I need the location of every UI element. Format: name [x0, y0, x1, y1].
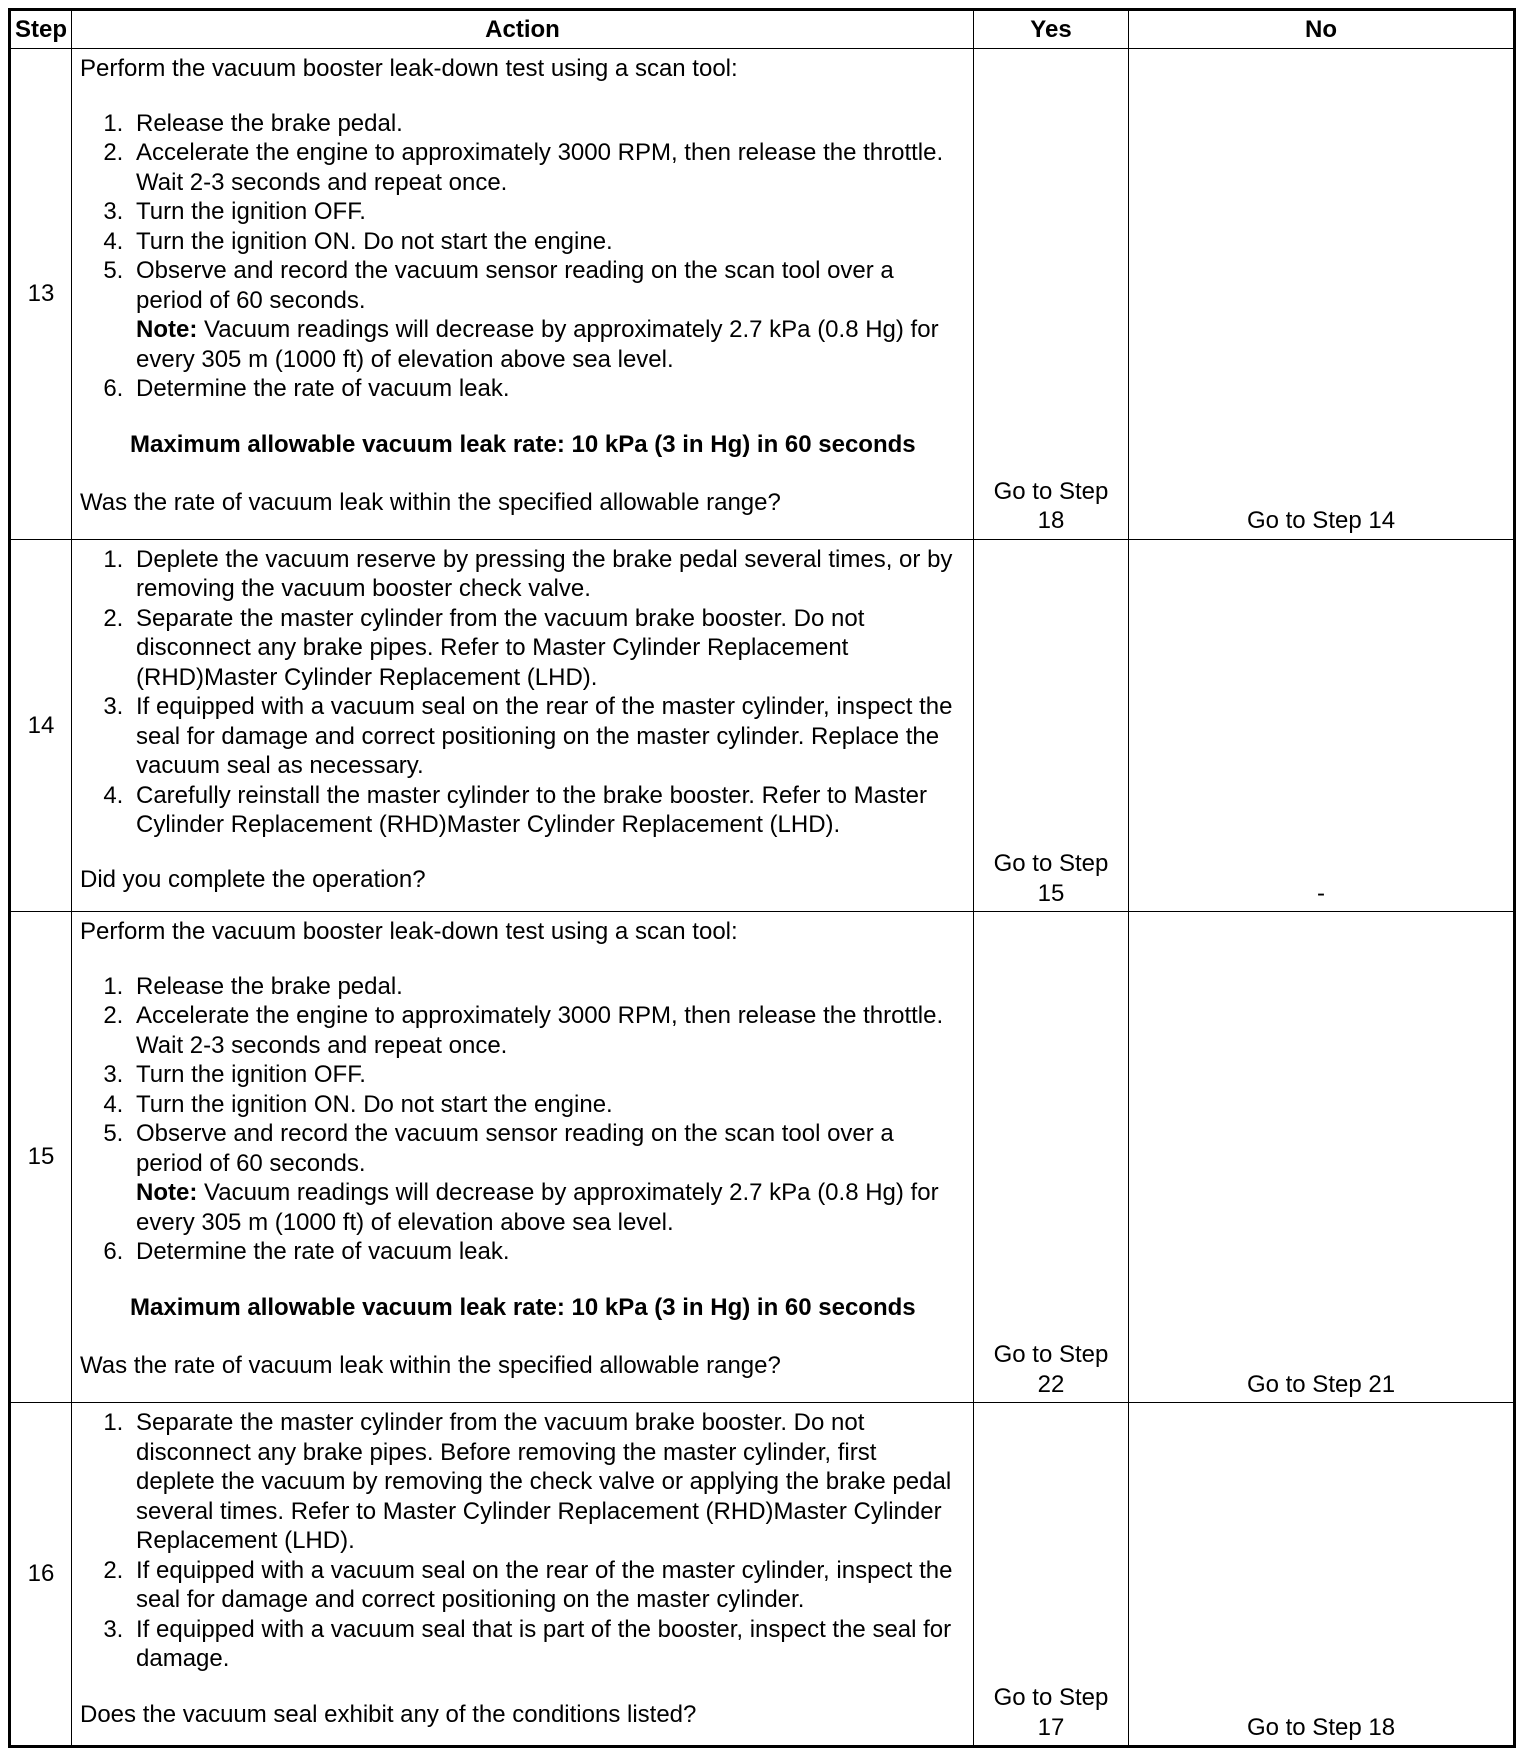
column-header-action: Action [72, 10, 974, 49]
step-number: 16 [10, 1403, 72, 1747]
yes-result: Go to Step 15 [974, 539, 1129, 911]
list-item-text: 5. Observe and record the vacuum sensor reading on the scan tool over a period of 60 seconds. [136, 1120, 894, 1177]
list-item: 1. Deplete the vacuum reserve by pressing the brake pedal several times, or by removing the vacuum booster check valve. [130, 545, 961, 604]
step-number: 13 [10, 49, 72, 540]
action-cell [72, 912, 974, 1403]
list-item: 1. Release the brake pedal. [130, 109, 961, 139]
question: Was the rate of vacuum leak within the specified allowable range? [80, 1352, 781, 1380]
note-label: Note: [136, 316, 198, 343]
step-number: 14 [10, 539, 72, 911]
question: Was the rate of vacuum leak within the specified allowable range? [80, 489, 781, 516]
list-item: 3. If equipped with a vacuum seal that is part of the booster, inspect the seal for damage. [130, 1615, 961, 1674]
step-number: 15 [10, 912, 72, 1403]
table-row [10, 49, 1515, 540]
list-item: 2. If equipped with a vacuum seal on the rear of the master cylinder, inspect the seal for damage and correct positioning on the master cylinder. [130, 1556, 961, 1615]
action-steps-list [80, 972, 961, 1267]
list-item: 2. Accelerate the engine to approximately 3000 RPM, then release the throttle. Wait 2-3 seconds and repeat once. [130, 138, 961, 197]
list-item: 4. Turn the ignition ON. Do not start the engine. [130, 227, 961, 257]
yes-result: Go to Step 22 [974, 912, 1129, 1403]
action-steps-list [80, 545, 961, 840]
action-cell [72, 1403, 974, 1747]
yes-result: Go to Step 18 [974, 49, 1129, 540]
specification: Maximum allowable vacuum leak rate: 10 kPa (3 in Hg) in 60 seconds [130, 1293, 916, 1321]
list-item-text: 5. Observe and record the vacuum sensor reading on the scan tool over a period of 60 seconds. [136, 257, 894, 314]
action-steps-list [80, 1408, 961, 1674]
table-row [10, 1403, 1515, 1747]
column-header-no: No [1129, 10, 1515, 49]
no-result: Go to Step 14 [1129, 49, 1515, 540]
note [136, 315, 961, 374]
list-item: 4. Carefully reinstall the master cylinder to the brake booster. Refer to Master Cylinder Replacement (RHD)Master Cylinder Replacement (LHD). [130, 781, 961, 840]
list-item: 2. Separate the master cylinder from the vacuum brake booster. Do not disconnect any brake pipes. Refer to Master Cylinder Replacement (RHD)Master Cylinder Replacement (LHD). [130, 604, 961, 693]
question: Does the vacuum seal exhibit any of the conditions listed? [80, 1700, 697, 1728]
list-item: 6. Determine the rate of vacuum leak. [130, 374, 961, 404]
list-item: 2. Accelerate the engine to approximately 3000 RPM, then release the throttle. Wait 2-3 seconds and repeat once. [130, 1001, 961, 1060]
list-item: 4. Turn the ignition ON. Do not start the engine. [130, 1090, 961, 1120]
header-row [10, 10, 1515, 49]
list-item: 3. Turn the ignition OFF. [130, 197, 961, 227]
action-intro: Perform the vacuum booster leak-down test using a scan tool: [80, 55, 738, 82]
note-text: Vacuum readings will decrease by approximately 2.7 kPa (0.8 Hg) for every 305 m (1000 ft) of elevation above sea level. [136, 316, 939, 373]
no-result: Go to Step 18 [1129, 1403, 1515, 1747]
note-label: Note: [136, 1179, 198, 1207]
action-cell [72, 539, 974, 911]
list-item: 6. Determine the rate of vacuum leak. [130, 1237, 961, 1267]
specification: Maximum allowable vacuum leak rate: 10 kPa (3 in Hg) in 60 seconds [130, 430, 916, 458]
table-row [10, 912, 1515, 1403]
action-steps-list [80, 109, 961, 404]
no-result: Go to Step 21 [1129, 912, 1515, 1403]
diagnostic-table [8, 8, 1516, 1748]
column-header-step: Step [10, 10, 72, 49]
column-header-yes: Yes [974, 10, 1129, 49]
list-item [130, 1119, 961, 1237]
action-intro: Perform the vacuum booster leak-down test using a scan tool: [80, 918, 738, 946]
action-cell [72, 49, 974, 540]
note [136, 1178, 961, 1237]
list-item: 1. Separate the master cylinder from the vacuum brake booster. Do not disconnect any brake pipes. Before removing the master cylinder, first deplete the vacuum by removing the check valve or applying the brake pedal several times. Refer to Master Cylinder Replacement (RHD)Master Cylinder Replacement (LHD). [130, 1408, 961, 1556]
list-item [130, 256, 961, 374]
list-item: 1. Release the brake pedal. [130, 972, 961, 1002]
yes-result: Go to Step 17 [974, 1403, 1129, 1747]
list-item: 3. If equipped with a vacuum seal on the rear of the master cylinder, inspect the seal for damage and correct positioning on the master cylinder. Replace the vacuum seal as necessary. [130, 692, 961, 781]
list-item: 3. Turn the ignition OFF. [130, 1060, 961, 1090]
table-row [10, 539, 1515, 911]
question: Did you complete the operation? [80, 865, 426, 893]
note-text: Vacuum readings will decrease by approximately 2.7 kPa (0.8 Hg) for every 305 m (1000 ft) of elevation above sea level. [136, 1179, 939, 1236]
no-result: - [1129, 539, 1515, 911]
